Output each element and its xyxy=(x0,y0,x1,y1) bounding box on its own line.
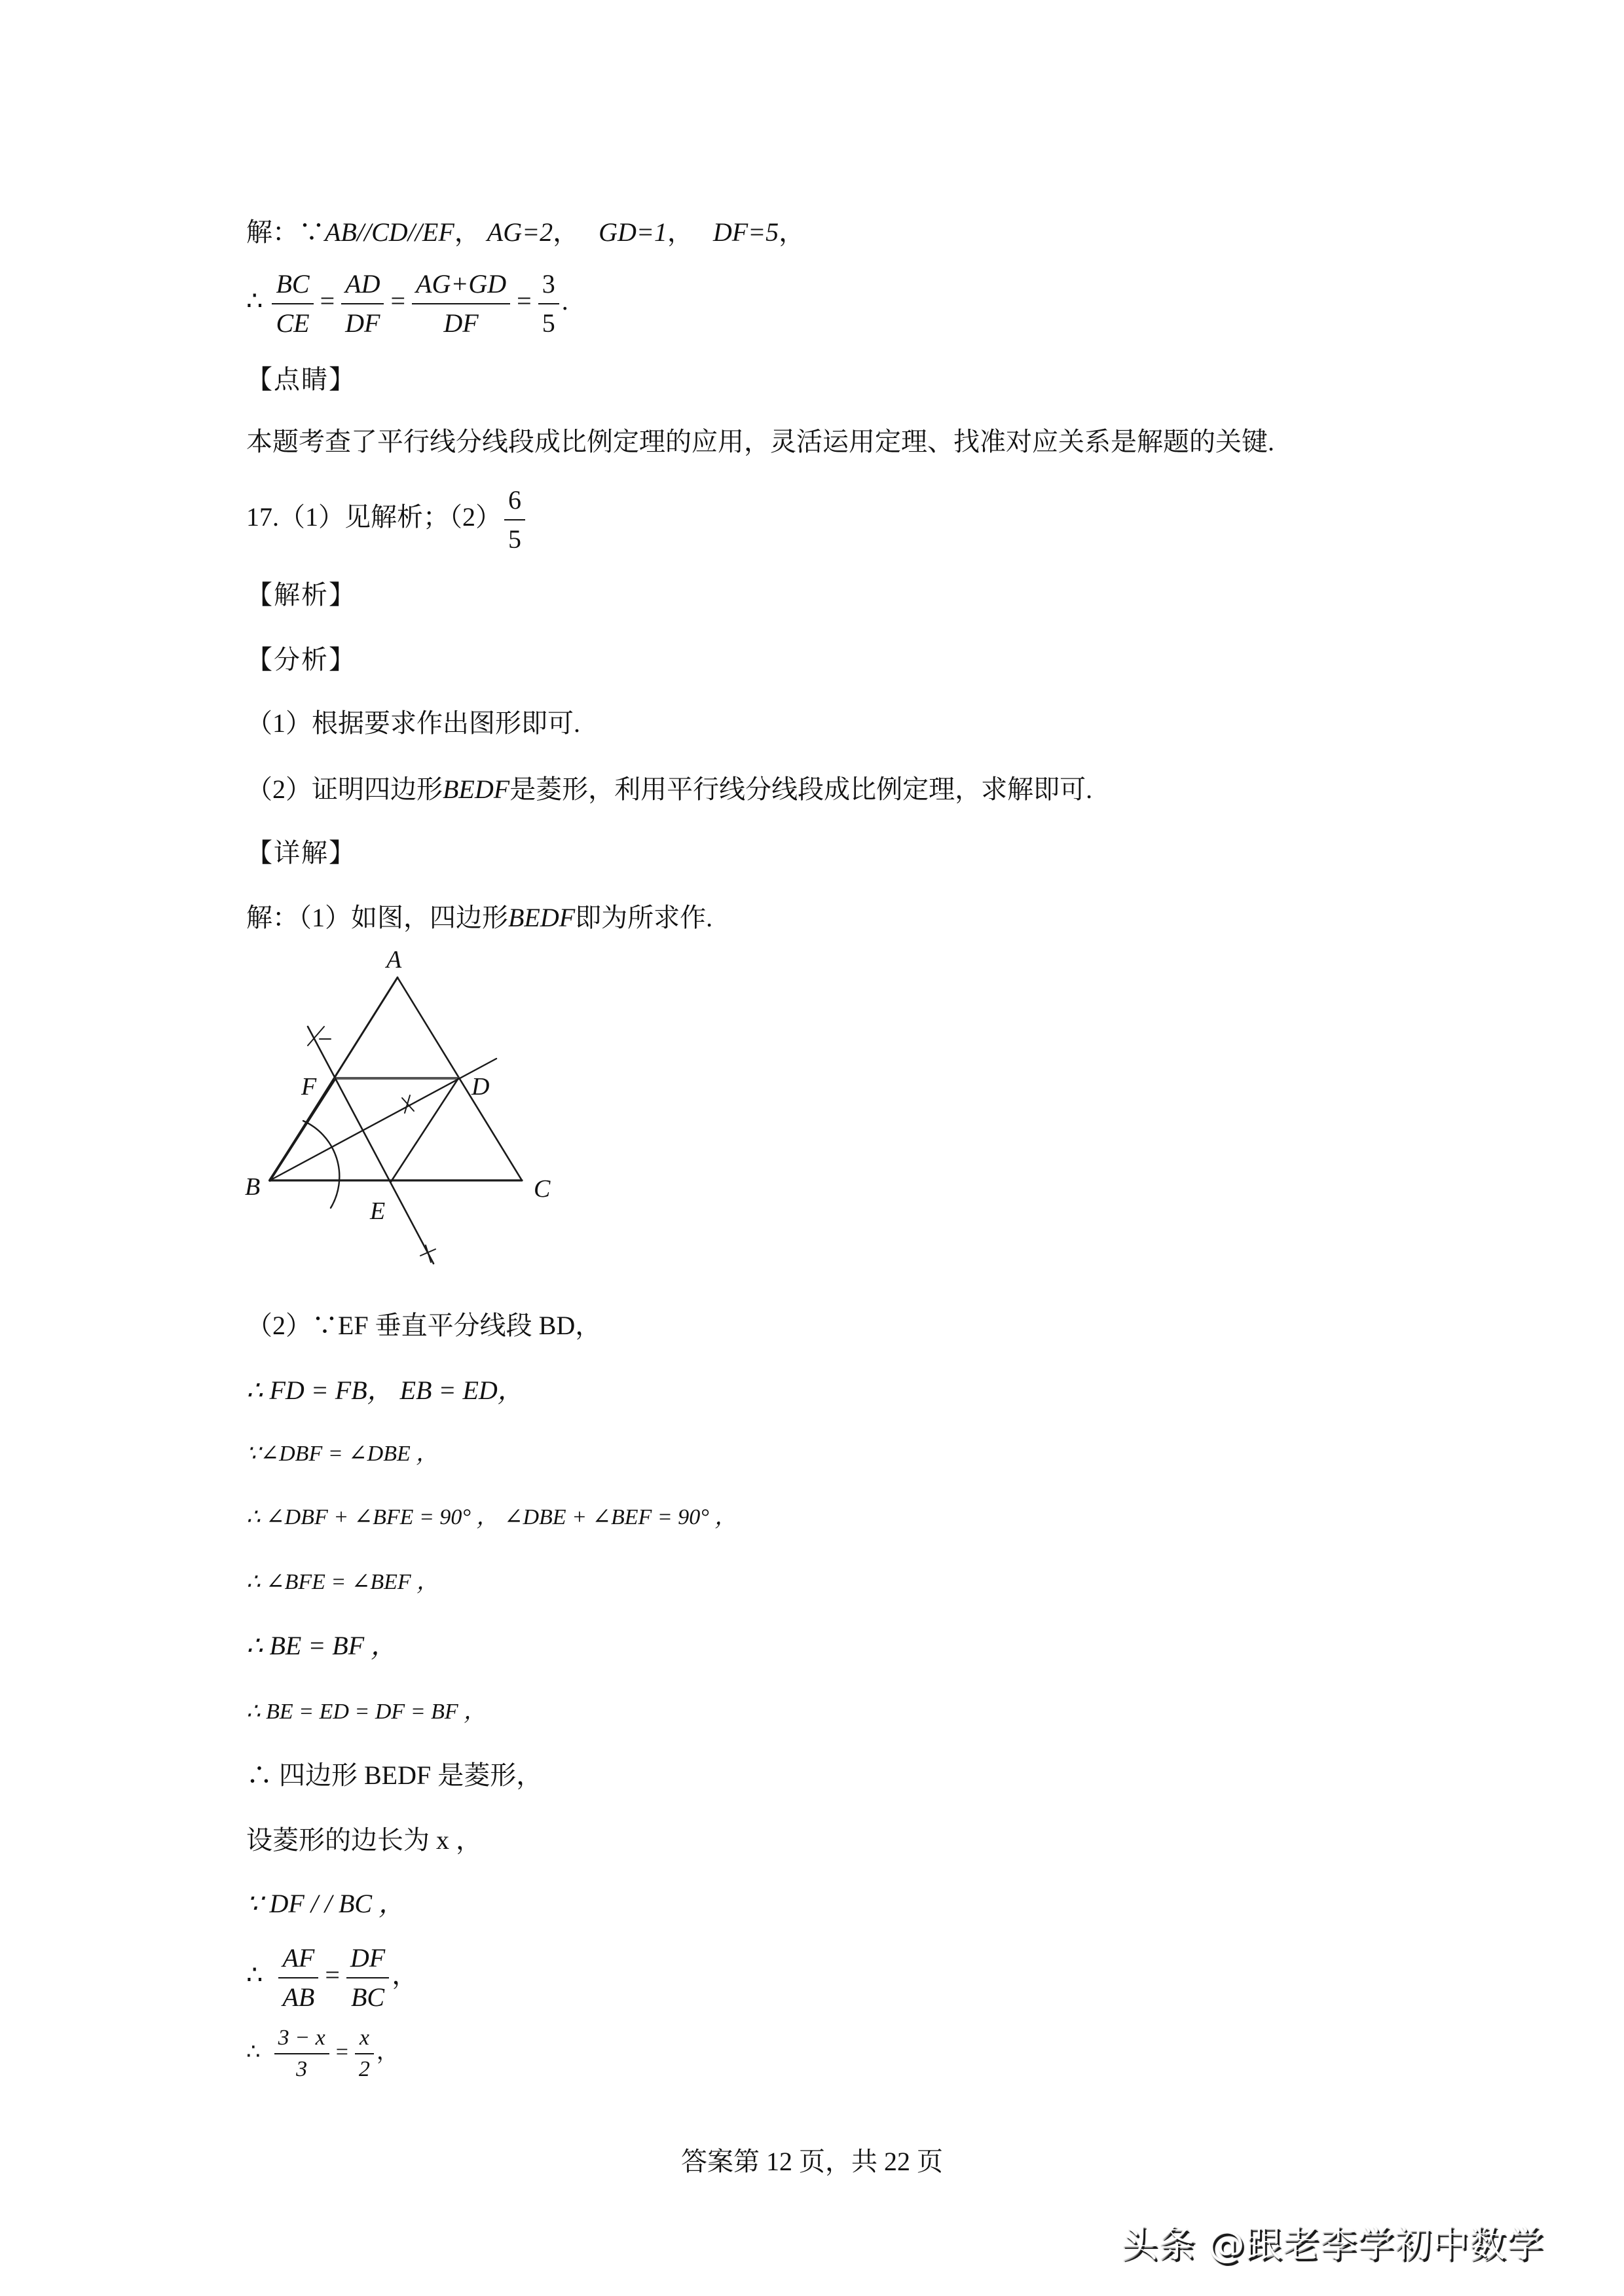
fraction-ad-df: $\frac{AD}{DF}$ xyxy=(341,265,384,342)
sol1-text-a: 解：（1）如图，四边形 xyxy=(246,903,508,932)
comma: ， xyxy=(392,1960,418,1990)
fraction-df-bc: $\frac{DF}{BC}$ xyxy=(346,1939,389,2016)
mark-bd-2 xyxy=(405,1095,410,1113)
ag-value: AG=2 xyxy=(487,217,553,247)
fraction-3-minus-x-over-3: $\frac{3 - x}{3}$ xyxy=(274,2023,329,2085)
fraction-bc-ce: $\frac{BC}{CE}$ xyxy=(272,265,313,342)
construction-arc xyxy=(303,1121,339,1208)
label-e: E xyxy=(370,1197,386,1225)
equals: = xyxy=(320,286,335,316)
fenxi-2-text-b: 是菱形，利用平行线分线段成比例定理，求解即可. xyxy=(509,774,1093,804)
proof-step-8: ∴ 四边形 BEDF 是菱形， xyxy=(246,1760,543,1790)
equals: = xyxy=(517,286,532,316)
sol1-text-b: 即为所求作. xyxy=(575,903,713,932)
jiexi-heading: 【解析】 xyxy=(246,580,356,610)
separator: ， xyxy=(667,217,693,247)
quad-name: BEDF xyxy=(508,903,576,932)
separator: ， xyxy=(779,217,805,247)
comma: ， xyxy=(376,2039,399,2064)
therefore-symbol: ∴ xyxy=(246,1960,263,1990)
label-f: F xyxy=(301,1073,317,1101)
q17-answer xyxy=(246,481,528,558)
page-footer: 答案第 12 页，共 22 页 xyxy=(681,2147,943,2176)
equals: = xyxy=(325,1960,340,1990)
df-value: DF=5 xyxy=(712,217,779,247)
proof-step-6: ∴ BE = BF ， xyxy=(246,1631,397,1660)
fenxi-heading: 【分析】 xyxy=(246,645,356,674)
solution-part-1 xyxy=(246,902,712,934)
quad-name: BEDF xyxy=(443,774,510,804)
period: . xyxy=(561,286,568,316)
fraction-ag-gd-df: $\frac{AG+GD}{DF}$ xyxy=(412,265,510,342)
parallel-statement: AB//CD//EF xyxy=(325,217,454,247)
proof-step-4: ∴ ∠DBF + ∠BFE = 90° ， ∠DBE + ∠BEF = 90° ， xyxy=(246,1505,737,1529)
fraction-x-over-2: $\frac{x}{2}$ xyxy=(355,2023,374,2085)
prev-solution-ratio-line xyxy=(246,265,568,342)
proof-step-7: ∴ BE = ED = DF = BF ， xyxy=(246,1700,487,1724)
dianjing-text: 本题考查了平行线分线段成比例定理的应用，灵活运用定理、找准对应关系是解题的关键. xyxy=(246,427,1274,456)
label-a: A xyxy=(386,946,402,974)
proof-step-3: ∵∠DBF = ∠DBE ， xyxy=(246,1442,439,1466)
proof-step-10: ∵ DF / / BC ， xyxy=(246,1889,405,1918)
equals: = xyxy=(335,2039,348,2064)
xiangjie-heading: 【详解】 xyxy=(246,838,356,867)
dianjing-heading: 【点睛】 xyxy=(246,365,356,394)
therefore-symbol: ∴ xyxy=(246,286,263,316)
fraction-af-ab: $\frac{AF}{AB}$ xyxy=(278,1939,318,2016)
geometry-diagram xyxy=(236,943,576,1283)
segment-de xyxy=(391,1078,458,1182)
separator: ， xyxy=(454,217,481,247)
prev-solution-line-1 xyxy=(246,216,805,249)
q17-answer-fraction: $\frac{6}{5}$ xyxy=(504,481,525,558)
equals: = xyxy=(390,286,406,316)
fraction-3-5: $\frac{3}{5}$ xyxy=(538,265,559,342)
gd-value: GD=1 xyxy=(599,217,667,247)
proof-step-1: （2）∵EF 垂直平分线段 BD， xyxy=(246,1311,602,1340)
proof-step-5: ∴ ∠BFE = ∠BEF ， xyxy=(246,1570,439,1594)
fenxi-step-2 xyxy=(246,773,1092,806)
proof-step-9: 设菱形的边长为 x ， xyxy=(246,1825,482,1855)
fenxi-step-1: （1）根据要求作出图形即可. xyxy=(246,708,580,738)
label-b: B xyxy=(245,1173,261,1201)
label-d: D xyxy=(471,1073,490,1101)
therefore-symbol: ∴ xyxy=(246,2039,261,2064)
fenxi-2-text-a: （2）证明四边形 xyxy=(246,774,443,804)
proportion-equation-1 xyxy=(246,1939,418,2016)
q17-answer-prefix: 17.（1）见解析；（2） xyxy=(246,502,502,532)
separator: ， xyxy=(553,217,580,247)
watermark: 头条 @跟老李学初中数学 xyxy=(1121,2223,1544,2266)
label-c: C xyxy=(534,1175,551,1203)
proportion-equation-2 xyxy=(246,2023,399,2085)
solution-prefix: 解：∵ xyxy=(246,217,325,247)
proof-step-2: ∴ FD = FB， EB = ED， xyxy=(246,1376,524,1405)
